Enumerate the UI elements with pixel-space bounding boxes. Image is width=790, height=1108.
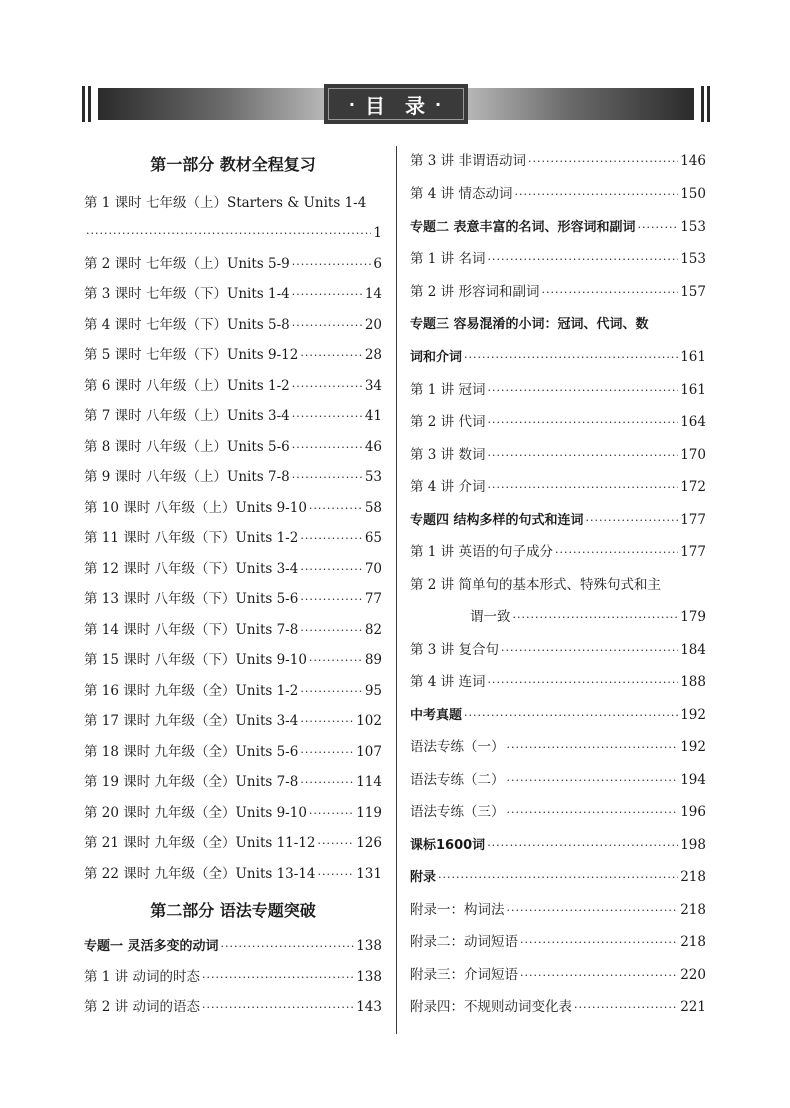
entry-label: 第 22 课时 九年级（全）Units 13-14 — [84, 866, 316, 882]
toc-topic[interactable] — [84, 935, 382, 957]
column-divider — [396, 146, 397, 1034]
page-number: 34 — [364, 378, 382, 394]
page-number: 58 — [364, 500, 382, 516]
page-number: 153 — [680, 219, 706, 235]
entry-label: 第 2 讲 代词 — [410, 414, 486, 430]
toc-topic[interactable] — [410, 704, 706, 726]
toc-entry-label: 第 2 讲 简单句的基本形式、特殊句式和主 — [410, 577, 661, 593]
toc-entry[interactable] — [410, 183, 706, 205]
toc-entry[interactable] — [410, 281, 706, 303]
page-number: 102 — [356, 713, 382, 729]
leader-dots — [487, 835, 678, 857]
toc-entry[interactable] — [84, 619, 382, 641]
page-number: 131 — [356, 866, 382, 882]
banner-band-left — [98, 88, 324, 120]
entry-label: 第 2 课时 七年级（上）Units 5-9 — [84, 256, 290, 272]
page-number: 143 — [356, 999, 382, 1015]
toc-entry[interactable] — [84, 710, 382, 732]
page-number: 172 — [680, 479, 706, 495]
page-number: 218 — [680, 934, 706, 950]
leader-dots — [464, 347, 678, 369]
page-number: 53 — [364, 469, 382, 485]
leader-dots — [292, 315, 363, 337]
toc-entry[interactable] — [84, 375, 382, 397]
toc-entry[interactable] — [410, 411, 706, 433]
toc-entry[interactable] — [410, 769, 706, 791]
toc-entry[interactable] — [84, 996, 382, 1018]
toc-topic[interactable] — [410, 509, 706, 531]
entry-label: 专题一 灵活多变的动词 — [84, 939, 219, 954]
entry-label: 第 20 课时 九年级（全）Units 9-10 — [84, 805, 307, 821]
toc-topic[interactable] — [410, 216, 706, 238]
entry-label: 第 6 课时 八年级（上）Units 1-2 — [84, 378, 290, 394]
leader-dots — [292, 467, 363, 489]
toc-entry[interactable] — [84, 436, 382, 458]
page-number: 138 — [356, 938, 382, 954]
toc-entry[interactable] — [410, 801, 706, 823]
entry-label: 语法专练（三） — [410, 804, 505, 820]
page-number: 192 — [680, 707, 706, 723]
page-number: 41 — [364, 408, 382, 424]
leader-dots — [318, 833, 355, 855]
toc-entry[interactable] — [410, 931, 706, 953]
leader-dots — [487, 412, 678, 434]
entry-label: 第 13 课时 八年级（下）Units 5-6 — [84, 591, 299, 607]
entry-label: 第 8 课时 八年级（上）Units 5-6 — [84, 439, 290, 455]
leader-dots — [202, 967, 354, 989]
toc-entry[interactable] — [410, 639, 706, 661]
toc-entry[interactable] — [410, 736, 706, 758]
toc-entry[interactable] — [84, 405, 382, 427]
page-number: 198 — [680, 837, 706, 853]
leader-dots — [300, 559, 362, 581]
leader-dots — [487, 380, 678, 402]
leader-dots — [292, 254, 372, 276]
leader-dots — [541, 282, 678, 304]
toc-entry[interactable] — [84, 314, 382, 336]
entry-label: 第 7 课时 八年级（上）Units 3-4 — [84, 408, 290, 424]
entry-label: 附录 — [410, 870, 437, 885]
entry-label: 第 1 讲 英语的句子成分 — [410, 544, 553, 560]
entry-label: 第 3 讲 非谓语动词 — [410, 153, 526, 169]
page-number: 177 — [680, 512, 706, 528]
entry-label: 第 1 讲 冠词 — [410, 382, 486, 398]
entry-label: 语法专练（一） — [410, 739, 505, 755]
leader-dots — [507, 770, 679, 792]
toc-entry-label: 第 1 课时 七年级（上）Starters & Units 1-4 — [84, 195, 367, 211]
entry-label: 第 4 讲 情态动词 — [410, 186, 513, 202]
leader-dots — [300, 711, 354, 733]
toc-entry[interactable] — [84, 680, 382, 702]
entry-label: 词和介词 — [410, 350, 463, 365]
leader-dots — [507, 900, 679, 922]
leader-dots — [487, 672, 678, 694]
toc-entry[interactable] — [84, 863, 382, 885]
leader-dots — [507, 802, 679, 824]
page-number: 153 — [680, 251, 706, 267]
toc-entry[interactable] — [410, 541, 706, 563]
toc-entry[interactable] — [84, 222, 382, 244]
entry-label: 第 4 讲 连词 — [410, 674, 486, 690]
entry-label: 中考真题 — [410, 708, 463, 723]
page-number: 107 — [356, 744, 382, 760]
toc-topic[interactable] — [410, 834, 706, 856]
toc-entry[interactable] — [84, 466, 382, 488]
leader-dots — [487, 477, 678, 499]
leader-dots — [507, 737, 679, 759]
page-number: 14 — [364, 286, 382, 302]
entry-label: 语法专练（二） — [410, 772, 505, 788]
toc-entry[interactable] — [84, 283, 382, 305]
toc-entry[interactable] — [410, 150, 706, 172]
leader-dots — [300, 742, 354, 764]
entry-label: 第 18 课时 九年级（全）Units 5-6 — [84, 744, 299, 760]
entry-label: 第 3 讲 数词 — [410, 447, 486, 463]
part-heading: 第二部分 语法专题突破 — [150, 901, 316, 920]
entry-label: 附录四：不规则动词变化表 — [410, 999, 572, 1015]
entry-label: 附录一：构词法 — [410, 902, 505, 918]
entry-label: 专题二 表意丰富的名词、形容词和副词 — [410, 220, 636, 235]
banner-band-right — [468, 88, 694, 120]
page-number: 20 — [364, 317, 382, 333]
leader-dots — [638, 217, 679, 239]
page-number: 146 — [680, 153, 706, 169]
page-number: 126 — [356, 835, 382, 851]
toc-entry[interactable] — [84, 588, 382, 610]
leader-dots — [292, 406, 363, 428]
banner-stripes-right — [698, 86, 710, 122]
toc-entry[interactable] — [410, 671, 706, 693]
page-number: 150 — [680, 186, 706, 202]
page-number: 82 — [364, 622, 382, 638]
entry-label: 第 9 课时 八年级（上）Units 7-8 — [84, 469, 290, 485]
leader-dots — [555, 542, 678, 564]
entry-label: 第 3 讲 复合句 — [410, 642, 499, 658]
toc-entry[interactable] — [84, 966, 382, 988]
toc-topic[interactable] — [410, 346, 706, 368]
toc-entry[interactable] — [84, 344, 382, 366]
leader-dots — [586, 510, 679, 532]
toc-entry[interactable] — [84, 497, 382, 519]
toc-entry[interactable] — [410, 476, 706, 498]
page-number: 179 — [680, 609, 706, 625]
page-number: 70 — [364, 561, 382, 577]
page-number: 46 — [364, 439, 382, 455]
page-number: 65 — [364, 530, 382, 546]
toc-entry[interactable] — [410, 248, 706, 270]
page-number: 161 — [680, 349, 706, 365]
page-number: 221 — [680, 999, 706, 1015]
leader-dots — [221, 936, 355, 958]
leader-dots — [292, 437, 363, 459]
page-number: 170 — [680, 447, 706, 463]
page-number: 89 — [364, 652, 382, 668]
entry-label: 第 11 课时 八年级（下）Units 1-2 — [84, 530, 299, 546]
entry-label: 第 3 课时 七年级（下）Units 1-4 — [84, 286, 290, 302]
entry-label: 第 14 课时 八年级（下）Units 7-8 — [84, 622, 299, 638]
page-title: · 目 录 · — [324, 84, 468, 124]
entry-label: 第 1 讲 名词 — [410, 251, 486, 267]
toc-entry[interactable] — [410, 996, 706, 1018]
page-number: 77 — [364, 591, 382, 607]
toc-entry[interactable] — [84, 741, 382, 763]
toc-entry[interactable] — [84, 649, 382, 671]
toc-entry[interactable] — [84, 253, 382, 275]
page-number: 192 — [680, 739, 706, 755]
page-number: 164 — [680, 414, 706, 430]
leader-dots — [514, 184, 678, 206]
toc-entry[interactable] — [410, 444, 706, 466]
page-number: 114 — [356, 774, 382, 790]
leader-dots — [202, 997, 354, 1019]
entry-label: 第 19 课时 九年级（全）Units 7-8 — [84, 774, 299, 790]
entry-label: 第 12 课时 八年级（下）Units 3-4 — [84, 561, 299, 577]
entry-label: 第 10 课时 八年级（上）Units 9-10 — [84, 500, 307, 516]
leader-dots — [574, 997, 678, 1019]
leader-dots — [318, 864, 355, 886]
entry-label: 附录三：介词短语 — [410, 967, 518, 983]
page-number: 1 — [373, 225, 382, 241]
entry-label: 专题四 结构多样的句式和连词 — [410, 513, 584, 528]
page-number: 119 — [356, 805, 382, 821]
page-number: 184 — [680, 642, 706, 658]
entry-label: 第 2 讲 动词的语态 — [84, 999, 200, 1015]
leader-dots — [292, 376, 363, 398]
page-number: 177 — [680, 544, 706, 560]
leader-dots — [300, 620, 362, 642]
page-number: 188 — [680, 674, 706, 690]
page-number: 95 — [364, 683, 382, 699]
entry-label: 第 21 课时 九年级（全）Units 11-12 — [84, 835, 316, 851]
leader-dots — [520, 965, 678, 987]
leader-dots — [300, 589, 362, 611]
leader-dots — [300, 345, 362, 367]
page-number: 220 — [680, 967, 706, 983]
page-number: 161 — [680, 382, 706, 398]
leader-dots — [300, 772, 354, 794]
leader-dots — [513, 607, 679, 629]
page-number: 157 — [680, 284, 706, 300]
leader-dots — [86, 223, 371, 245]
entry-label: 第 1 讲 动词的时态 — [84, 969, 200, 985]
entry-label: 附录二：动词短语 — [410, 934, 518, 950]
entry-label: 第 15 课时 八年级（下）Units 9-10 — [84, 652, 307, 668]
page-number: 196 — [680, 804, 706, 820]
leader-dots — [292, 284, 363, 306]
toc-entry[interactable] — [84, 527, 382, 549]
page-number: 6 — [373, 256, 382, 272]
page-number: 194 — [680, 772, 706, 788]
toc-entry[interactable] — [410, 964, 706, 986]
page-number: 28 — [364, 347, 382, 363]
page-number: 218 — [680, 869, 706, 885]
leader-dots — [487, 249, 678, 271]
part-heading: 第一部分 教材全程复习 — [150, 155, 316, 174]
leader-dots — [300, 528, 362, 550]
entry-label: 第 16 课时 九年级（全）Units 1-2 — [84, 683, 299, 699]
toc-entry[interactable] — [410, 379, 706, 401]
toc-entry[interactable] — [84, 771, 382, 793]
leader-dots — [300, 681, 362, 703]
leader-dots — [464, 705, 678, 727]
toc-entry[interactable] — [84, 802, 382, 824]
leader-dots — [438, 867, 678, 889]
leader-dots — [309, 650, 363, 672]
page-number: 218 — [680, 902, 706, 918]
banner-stripes-left — [82, 86, 94, 122]
entry-label: 第 4 讲 介词 — [410, 479, 486, 495]
entry-label: 第 2 讲 形容词和副词 — [410, 284, 540, 300]
toc-entry[interactable] — [84, 558, 382, 580]
toc-banner — [82, 84, 710, 124]
leader-dots — [487, 445, 678, 467]
entry-label: 谓一致 — [470, 609, 511, 625]
toc-topic[interactable] — [410, 866, 706, 888]
leader-dots — [528, 151, 678, 173]
entry-label: 课标1600词 — [410, 838, 486, 853]
leader-dots — [520, 932, 678, 954]
toc-entry[interactable] — [410, 899, 706, 921]
entry-label: 第 17 课时 九年级（全）Units 3-4 — [84, 713, 299, 729]
entry-label: 第 5 课时 七年级（下）Units 9-12 — [84, 347, 299, 363]
toc-entry[interactable] — [410, 606, 706, 628]
entry-label: 第 4 课时 七年级（下）Units 5-8 — [84, 317, 290, 333]
page-number: 138 — [356, 969, 382, 985]
leader-dots — [309, 803, 354, 825]
toc-topic-label: 专题三 容易混淆的小词：冠词、代词、数 — [410, 317, 649, 332]
toc-entry[interactable] — [84, 832, 382, 854]
leader-dots — [501, 640, 678, 662]
leader-dots — [309, 498, 363, 520]
